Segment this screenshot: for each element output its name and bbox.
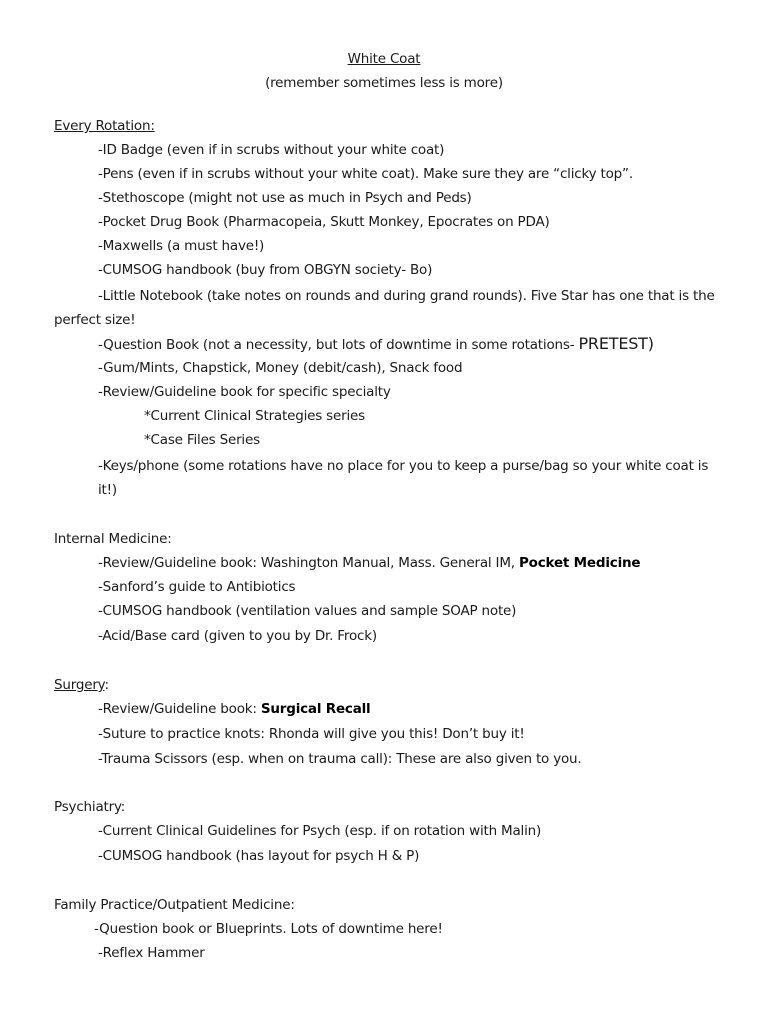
list-item: -Pens (even if in scrubs without your white coat). Make sure they are “clicky top”. bbox=[98, 166, 633, 182]
list-item: -Gum/Mints, Chapstick, Money (debit/cash), Snack food bbox=[98, 360, 463, 376]
list-item: -Question book or Blueprints. Lots of downtime here! bbox=[94, 921, 443, 937]
emphasis-text: Surgical Recall bbox=[260, 701, 371, 717]
list-item: -Acid/Base card (given to you by Dr. Frock) bbox=[98, 628, 377, 644]
list-item: -ID Badge (even if in scrubs without your white coat) bbox=[98, 142, 445, 158]
emphasis-text: PRETEST) bbox=[578, 334, 654, 353]
list-item: -CUMSOG handbook (buy from OBGYN society- Bo) bbox=[98, 262, 433, 278]
heading-colon: : bbox=[104, 677, 109, 693]
section-heading-psychiatry: Psychiatry: bbox=[54, 799, 126, 815]
list-item bbox=[98, 335, 654, 354]
list-item: -Little Notebook (take notes on rounds and during grand rounds). Five Star has one that is the bbox=[98, 288, 715, 304]
emphasis-text: Pocket Medicine bbox=[518, 555, 641, 571]
list-item bbox=[98, 700, 371, 718]
list-item: -Review/Guideline book for specific specialty bbox=[98, 384, 391, 400]
list-item-text: -Question Book (not a necessity, but lots of downtime in some rotations- bbox=[98, 337, 575, 353]
list-item: -CUMSOG handbook (has layout for psych H & P) bbox=[98, 848, 420, 864]
list-item: -Current Clinical Guidelines for Psych (esp. if on rotation with Malin) bbox=[98, 823, 542, 839]
list-item-text: -Review/Guideline book: Washington Manual, Mass. General IM, bbox=[98, 555, 515, 571]
list-item bbox=[98, 554, 640, 572]
section-heading-text: Surgery bbox=[54, 677, 105, 693]
list-item: -Reflex Hammer bbox=[98, 945, 205, 961]
list-item: -Trauma Scissors (esp. when on trauma call): These are also given to you. bbox=[98, 751, 582, 767]
list-item-continuation: it!) bbox=[98, 482, 117, 498]
section-heading-every-rotation: Every Rotation: bbox=[54, 118, 155, 134]
section-heading-internal-medicine: Internal Medicine: bbox=[54, 531, 172, 547]
list-item-continuation: perfect size! bbox=[54, 312, 136, 328]
page-title: White Coat bbox=[347, 51, 421, 67]
sub-list-item: *Current Clinical Strategies series bbox=[144, 408, 365, 424]
section-heading-family-practice: Family Practice/Outpatient Medicine: bbox=[54, 897, 295, 913]
sub-list-item: *Case Files Series bbox=[144, 432, 260, 448]
page-subtitle: (remember sometimes less is more) bbox=[265, 75, 503, 91]
list-item: -Maxwells (a must have!) bbox=[98, 238, 265, 254]
list-item: -Suture to practice knots: Rhonda will give you this! Don’t buy it! bbox=[98, 726, 525, 742]
section-heading-surgery bbox=[54, 676, 109, 694]
list-item: -Stethoscope (might not use as much in Psych and Peds) bbox=[98, 190, 472, 206]
list-item: -CUMSOG handbook (ventilation values and sample SOAP note) bbox=[98, 603, 517, 619]
list-item-text: -Review/Guideline book: bbox=[98, 701, 257, 717]
list-item: -Pocket Drug Book (Pharmacopeia, Skutt Monkey, Epocrates on PDA) bbox=[98, 214, 550, 230]
list-item: -Keys/phone (some rotations have no place for you to keep a purse/bag so your white coat is bbox=[98, 458, 709, 474]
list-item: -Sanford’s guide to Antibiotics bbox=[98, 579, 296, 595]
